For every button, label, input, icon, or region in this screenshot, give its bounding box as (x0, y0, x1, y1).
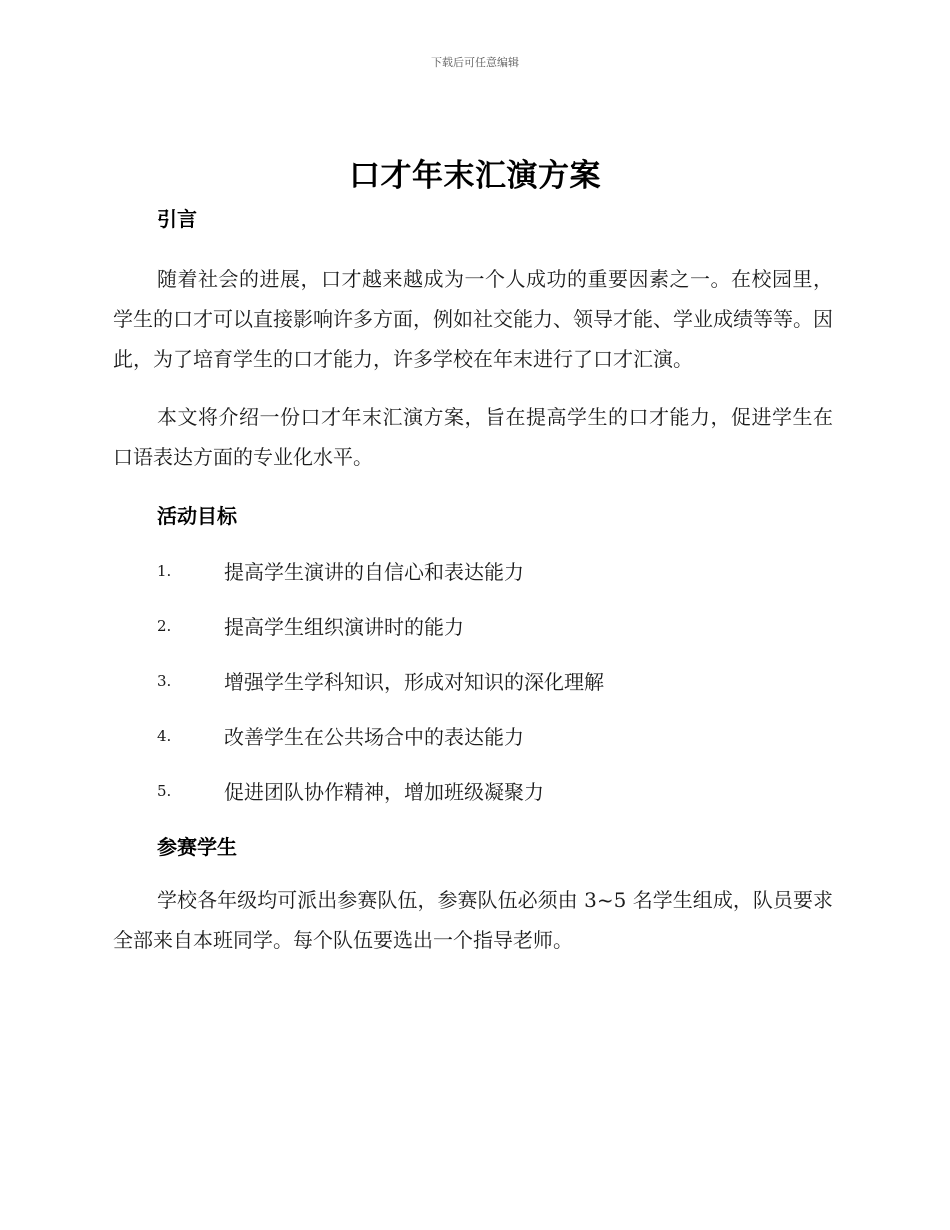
list-item (113, 653, 833, 708)
list-item-text: 提高学生演讲的自信心和表达能力 (224, 560, 524, 584)
page-title: 口才年末汇演方案 (349, 158, 601, 194)
list-item (113, 598, 833, 653)
list-item-number: 4. (157, 726, 172, 745)
section-heading-goals: 活动目标 (157, 504, 237, 528)
goals-list (113, 543, 833, 818)
list-item-text: 促进团队协作精神，增加班级凝聚力 (224, 780, 544, 804)
list-item-number: 3. (157, 671, 172, 690)
intro-paragraph-1: 随着社会的进展，口才越来越成为一个人成功的重要因素之一。在校园里，学生的口才可以直接影响许多方面，例如社交能力、领导才能、学业成绩等等。因此，为了培育学生的口才能力，许多学校在年末进行了口才汇演。 (113, 267, 833, 371)
document-body (113, 204, 833, 960)
list-item-text: 改善学生在公共场合中的表达能力 (224, 725, 524, 749)
list-item-number: 2. (157, 616, 172, 635)
list-item-text: 提高学生组织演讲时的能力 (224, 615, 464, 639)
list-item-number: 1. (157, 561, 172, 580)
list-item-text: 增强学生学科知识，形成对知识的深化理解 (224, 670, 604, 694)
list-item-number: 5. (157, 781, 172, 800)
list-item (113, 763, 833, 818)
list-item (113, 543, 833, 598)
participants-paragraph: 学校各年级均可派出参赛队伍，参赛队伍必须由 3~5 名学生组成，队员要求全部来自本班同学。每个队伍要选出一个指导老师。 (113, 888, 833, 952)
section-heading-intro: 引言 (157, 207, 197, 231)
list-item (113, 708, 833, 763)
header-note: 下载后可任意编辑 (431, 56, 519, 69)
section-heading-participants: 参赛学生 (157, 835, 237, 859)
intro-paragraph-2: 本文将介绍一份口才年末汇演方案，旨在提高学生的口才能力，促进学生在口语表达方面的专业化水平。 (113, 405, 833, 469)
